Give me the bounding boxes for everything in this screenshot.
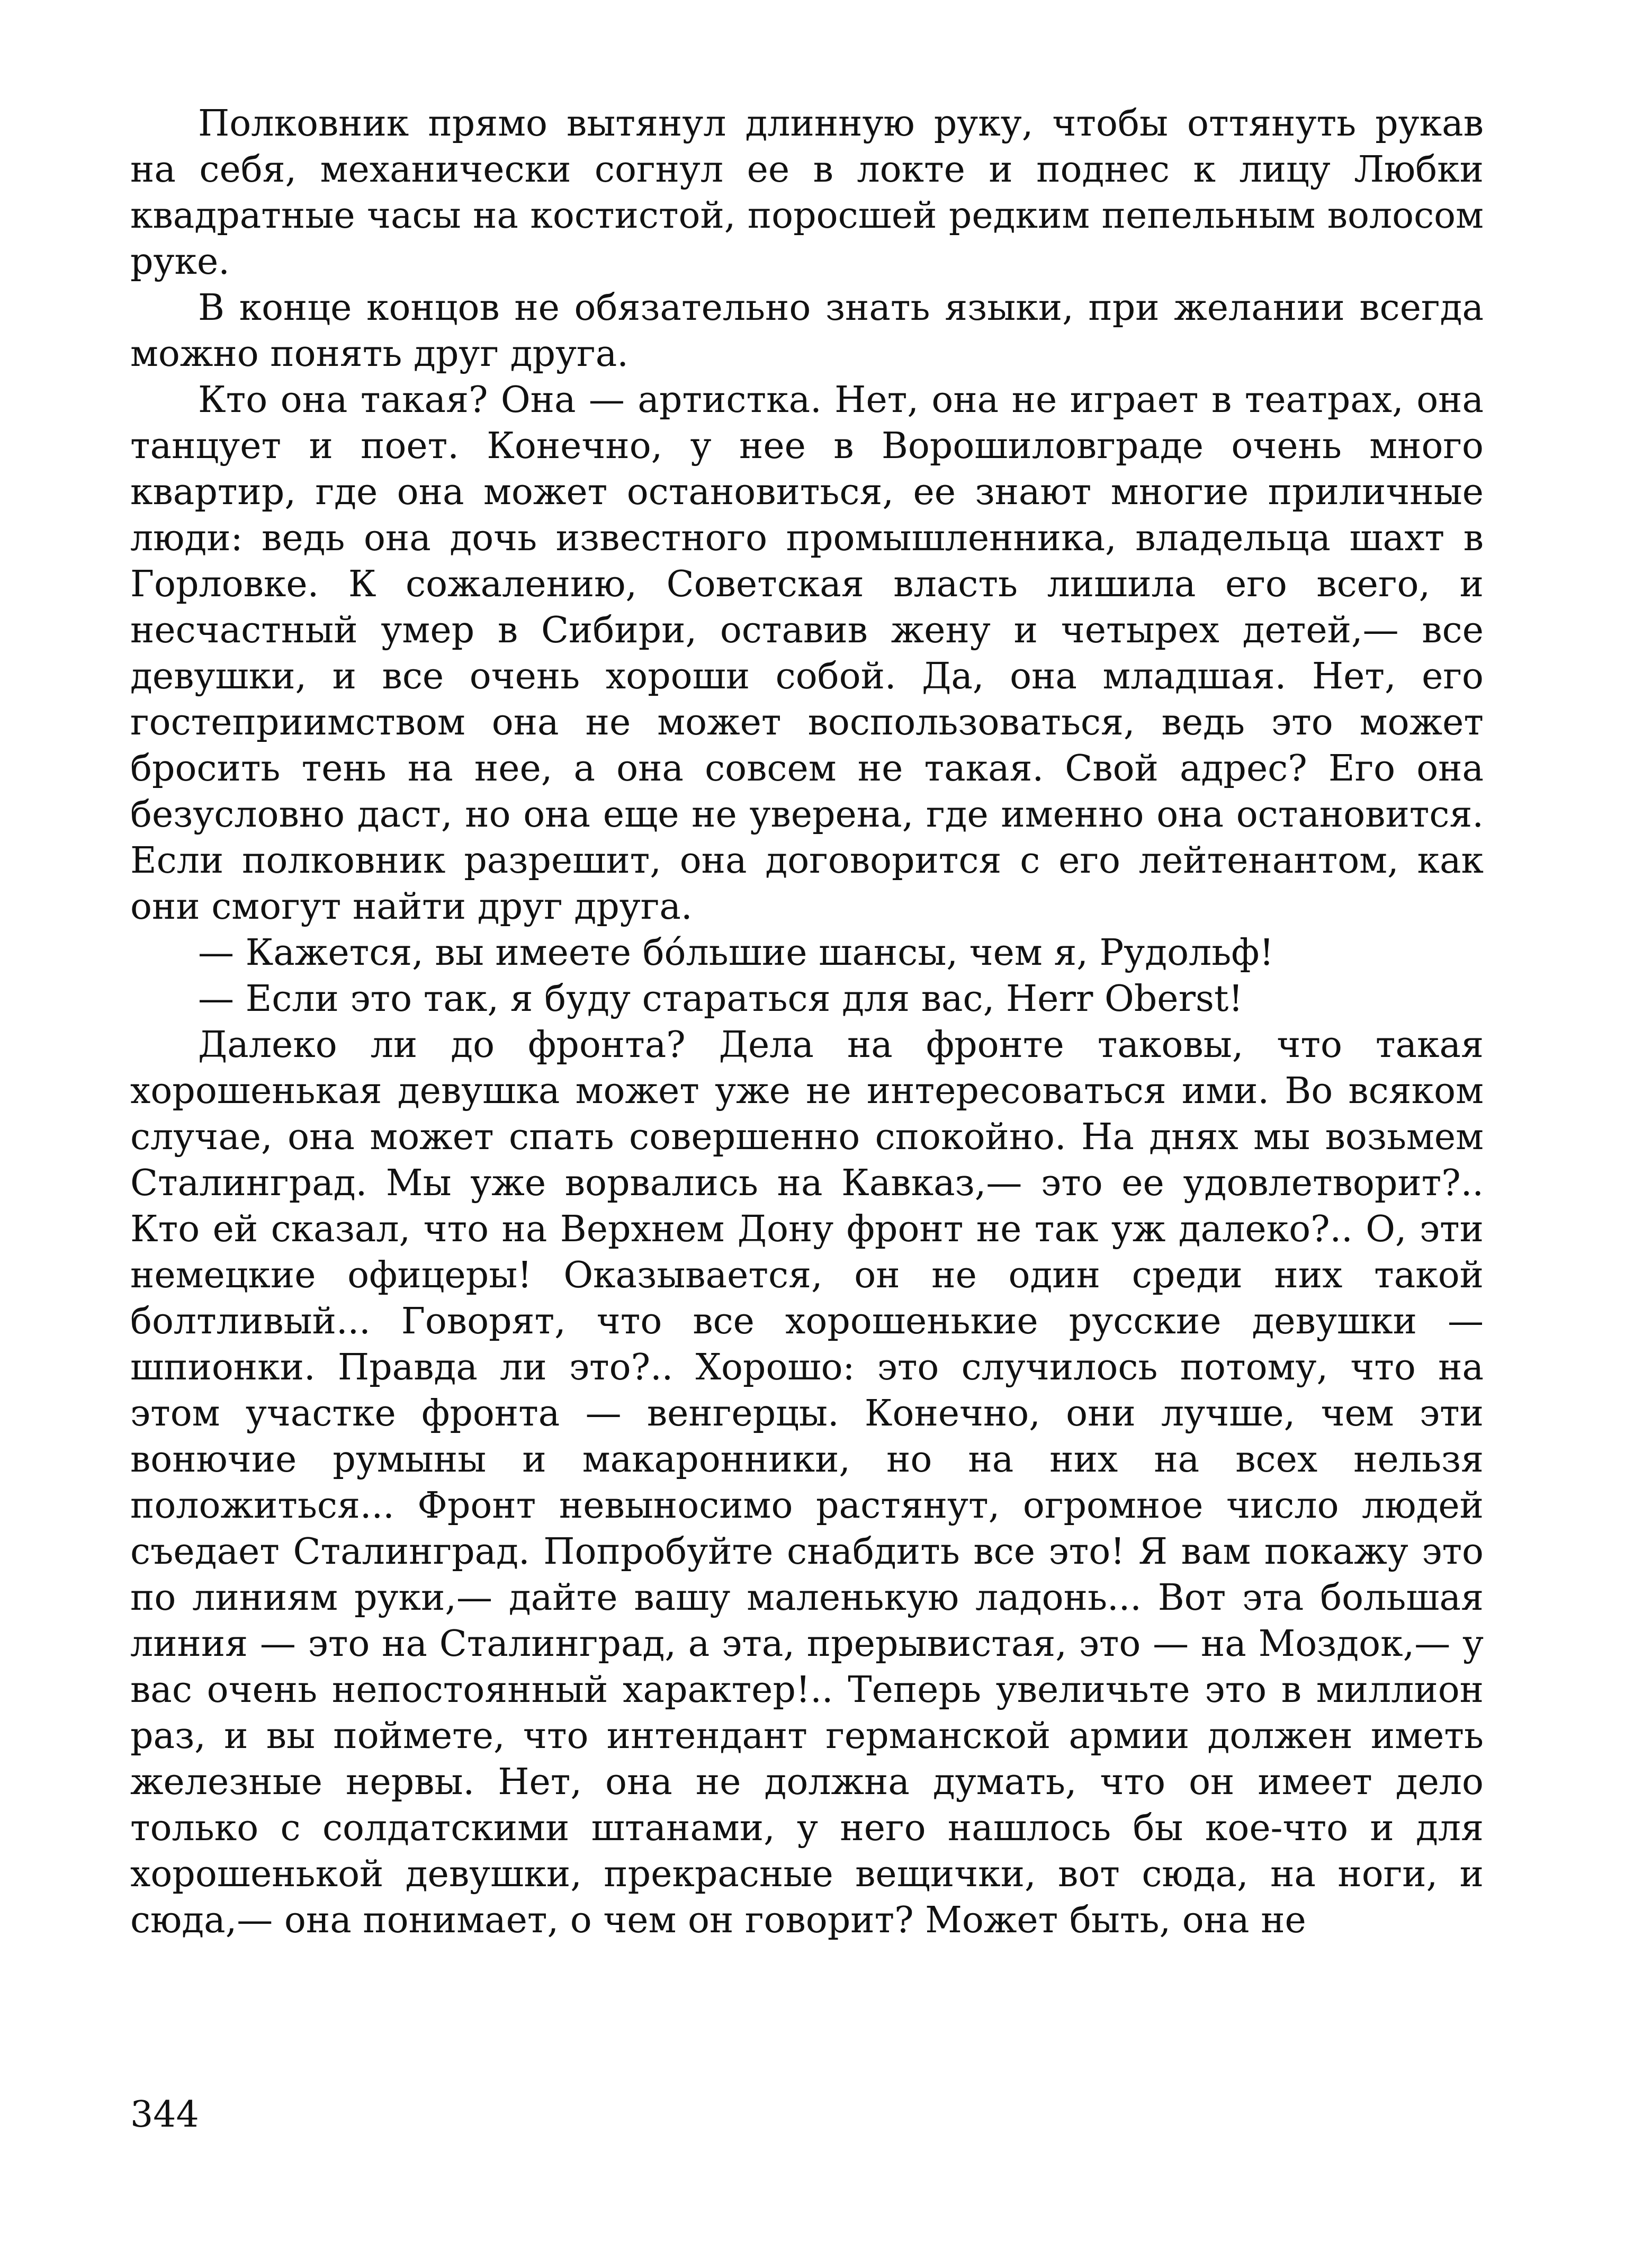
paragraph-who-is-she: Кто она такая? Она — артистка. Нет, она не играет в театрах, она танцует и поет. Конечно, у нее в Ворошиловграде очень много квартир, где она может остановиться, ее знают многие приличные люди: ведь она дочь известного промышленника, владельца шахт в Горловке. К сожалению, Советская власть лишила его всего, и несчастный умер в Сибири, оставив жену и четырех детей,— все девушки, и все очень хороши собой. Да, она младшая. Нет, его гостеприимством она не может воспользоваться, ведь это может бросить тень на нее, а она совсем не такая. Свой адрес? Его она безусловно даст, но она еще не уверена, где именно она остановится. Если полковник разрешит, она договорится с его лейтенантом, как они смогут найти друг друга. <box>130 379 1484 928</box>
page-number: 344 <box>130 2094 199 2136</box>
paragraph-front: Далеко ли до фронта? Дела на фронте таковы, что такая хорошенькая девушка может уже не интересоваться ими. Во всяком случае, она может спать совершенно спокойно. На днях мы возьмем Сталинград. Мы уже ворвались на Кавказ,— это ее удовлетворит?.. Кто ей сказал, что на Верхнем Дону фронт не так уж далеко?.. О, эти немецкие офицеры! Оказывается, он не один среди них такой болтливый... Говорят, что все хорошенькие русские девушки — шпионки. Правда ли это?.. Хорошо: это случилось потому, что на этом участке фронта — венгерцы. Конечно, они лучше, чем эти вонючие румыны и макаронники, но на них на всех нельзя положиться... Фронт невыносимо растянут, огромное число людей съедает Сталинград. Попробуйте снабдить все это! Я вам покажу это по линиям руки,— дайте вашу маленькую ладонь... Вот эта большая линия — это на Сталинград, а эта, прерывистая, это — на Моздок,— у вас очень непостоянный характер!.. Теперь увеличьте это в миллион раз, и вы поймете, что интендант германской армии должен иметь железные нервы. Нет, она не должна думать, что он имеет дело только с солдатскими штанами, у него нашлось бы кое-что и для хорошенькой девушки, прекрасные вещички, вот сюда, на ноги, и сюда,— она понимает, о чем он говорит? Может быть, она не <box>130 1024 1484 1941</box>
dialogue-line-rudolf: — Кажется, вы имеете бо́льшие шансы, чем я, Рудольф! <box>198 932 1274 974</box>
book-page <box>130 101 1484 1943</box>
dialogue-line-herr-oberst: — Если это так, я буду стараться для вас, Herr Oberst! <box>198 978 1243 1020</box>
paragraph-colonel-watch: Полковник прямо вытянул длинную руку, чтобы оттянуть рукав на себя, механически согнул ее в локте и поднес к лицу Любки квадратные часы на костистой, поросшей редким пепельным волосом руке. <box>130 103 1484 283</box>
paragraph-languages: В конце концов не обязательно знать языки, при желании всегда можно понять друг друга. <box>130 287 1484 375</box>
